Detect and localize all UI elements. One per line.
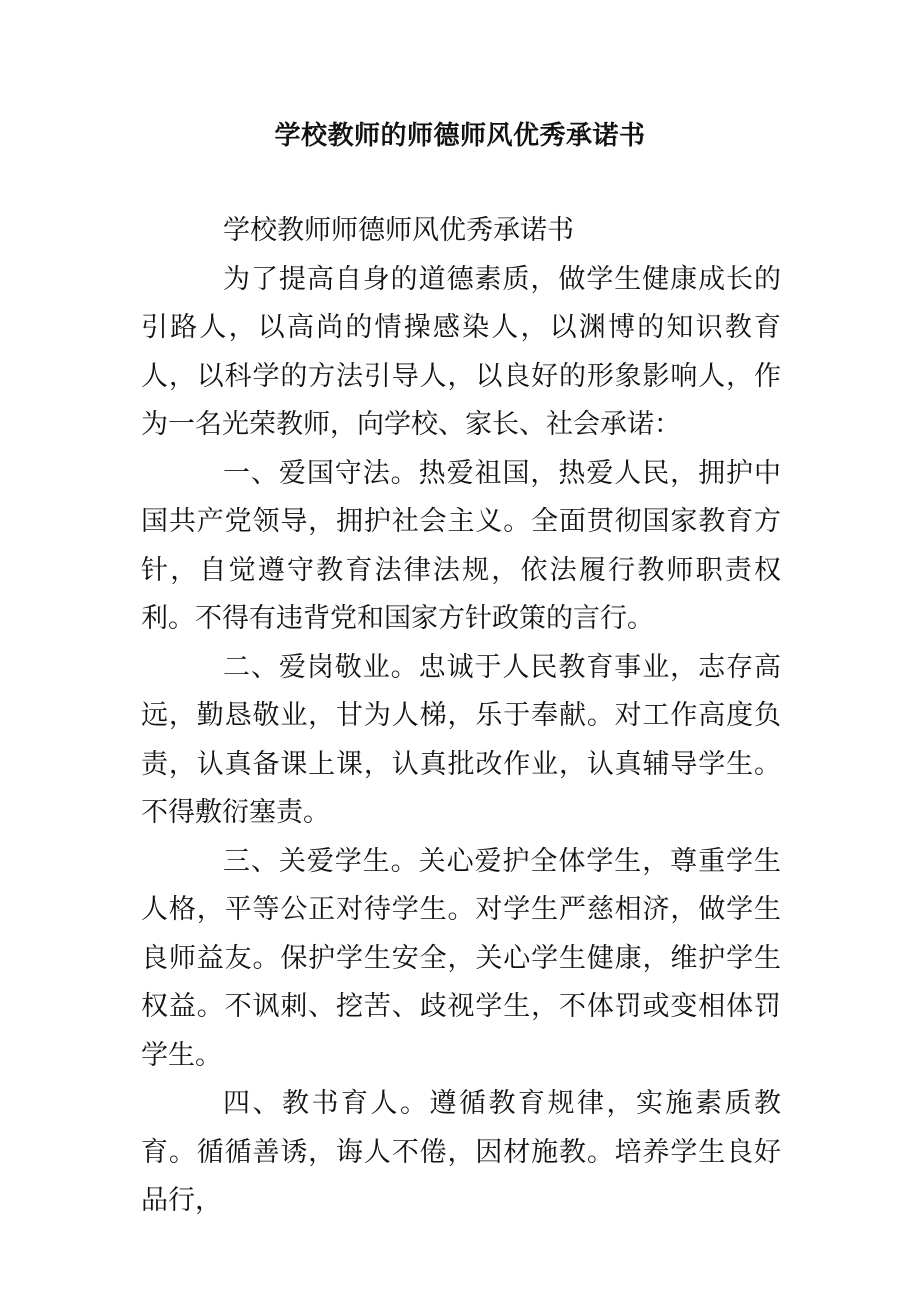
pledge-paragraph-4: 四、教书育人。遵循教育规律，实施素质教育。循循善诱，诲人不倦，因材施教。培养学生良好品行， — [141, 1088, 781, 1216]
document-title: 学校教师的师德师风优秀承诺书 — [274, 121, 646, 151]
pledge-paragraph-3: 三、关爱学生。关心爱护全体学生，尊重学生人格，平等公正对待学生。对学生严慈相济，做学生良师益友。保护学生安全，关心学生健康，维护学生权益。不讽刺、挖苦、歧视学生，不体罚或变相体罚学生。 — [141, 845, 781, 1071]
pledge-paragraph-1: 一、爱国守法。热爱祖国，热爱人民，拥护中国共产党领导，拥护社会主义。全面贯彻国家教育方针，自觉遵守教育法律法规，依法履行教师职责权利。不得有违背党和国家方针政策的言行。 — [141, 457, 781, 634]
subtitle-paragraph: 学校教师师德师风优秀承诺书 — [223, 215, 574, 246]
intro-paragraph: 为了提高自身的道德素质，做学生健康成长的引路人，以高尚的情操感染人，以渊博的知识教育人，以科学的方法引导人，以良好的形象影响人，作为一名光荣教师，向学校、家长、社会承诺： — [141, 263, 781, 440]
pledge-paragraph-2: 二、爱岗敬业。忠诚于人民教育事业，志存高远，勤恳敬业，甘为人梯，乐于奉献。对工作高度负责，认真备课上课，认真批改作业，认真辅导学生。不得敷衍塞责。 — [141, 651, 781, 828]
document-body — [141, 207, 781, 1226]
